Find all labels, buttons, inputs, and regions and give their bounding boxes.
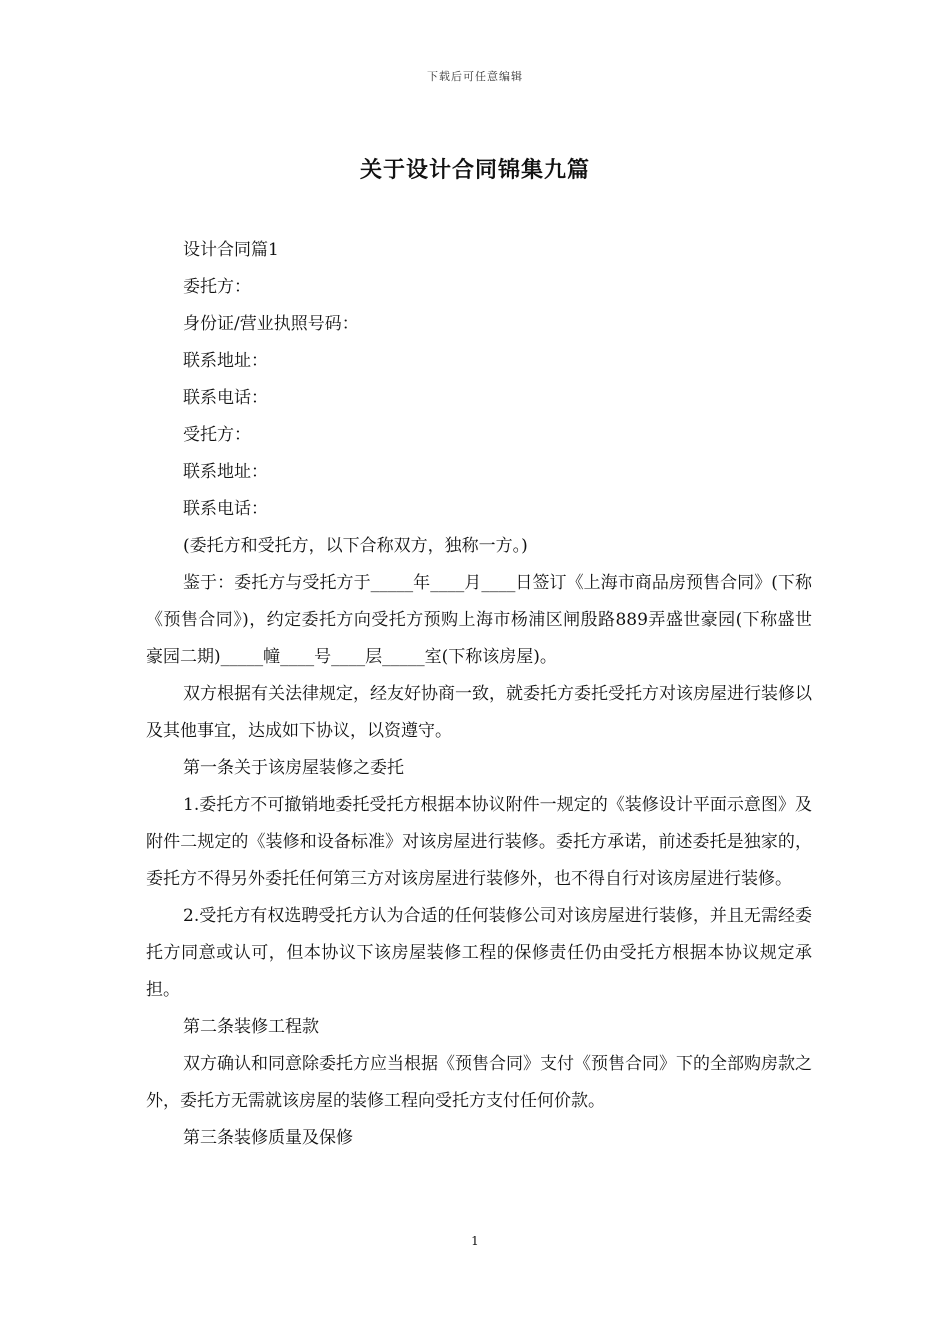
article-one-clause-1: 1.委托方不可撤销地委托受托方根据本协议附件一规定的《装修设计平面示意图》及附件二规定的《装修和设备标准》对该房屋进行装修。委托方承诺，前述委托是独家的，委托方不得另外委托任何第三方对该房屋进行装修外，也不得自行对该房屋进行装修。: [146, 795, 812, 889]
article-one-clause-2: 2.受托方有权选聘受托方认为合适的任何装修公司对该房屋进行装修，并且无需经委托方同意或认可，但本协议下该房屋装修工程的保修责任仍由受托方根据本协议规定承担。: [146, 906, 812, 1000]
agreement-paragraph: 双方根据有关法律规定，经友好协商一致，就委托方委托受托方对该房屋进行装修以及其他事宜，达成如下协议，以资遵守。: [146, 684, 812, 741]
client-address-label: 联系地址：: [183, 351, 268, 371]
document-title: 关于设计合同锦集九篇: [359, 158, 590, 183]
article-two-heading: 第二条装修工程款: [183, 1017, 319, 1037]
header-note: 下载后可任意编辑: [427, 70, 523, 83]
recital-paragraph: 鉴于：委托方与受托方于_____年____月____日签订《上海市商品房预售合同》(下称《预售合同》)，约定委托方向受托方预购上海市杨浦区闸殷路889弄盛世豪园(下称盛世豪园二期)_____幢____号____层_____室(下称该房屋)。: [146, 573, 812, 667]
trustee-phone-label: 联系电话：: [183, 499, 268, 519]
article-three-heading: 第三条装修质量及保修: [183, 1128, 353, 1148]
trustee-address-label: 联系地址：: [183, 462, 268, 482]
section-heading: 设计合同篇1: [183, 240, 279, 260]
client-phone-label: 联系电话：: [183, 388, 268, 408]
id-number-label: 身份证/营业执照号码：: [183, 314, 359, 334]
document-body: [146, 232, 812, 1157]
article-two-paragraph: 双方确认和同意除委托方应当根据《预售合同》支付《预售合同》下的全部购房款之外，委托方无需就该房屋的装修工程向受托方支付任何价款。: [146, 1054, 812, 1111]
client-label: 委托方：: [183, 277, 251, 297]
article-one-heading: 第一条关于该房屋装修之委托: [183, 758, 404, 778]
page-number: 1: [471, 1234, 479, 1248]
trustee-label: 受托方：: [183, 425, 251, 445]
parties-note: (委托方和受托方，以下合称双方，独称一方。): [183, 536, 528, 556]
